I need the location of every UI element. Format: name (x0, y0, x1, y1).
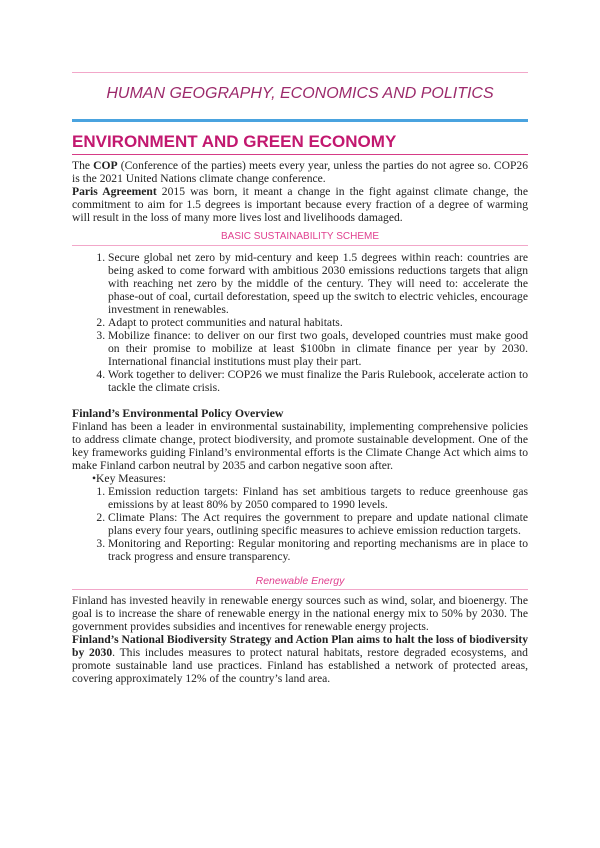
measures-list (72, 485, 528, 563)
renewable-paragraph: Finland has invested heavily in renewable energy sources such as wind, solar, and bioenergy. The goal is to increase the share of renewable energy in the national energy mix to 50% by 2030. The government provides subsidies and incentives for renewable energy projects. (72, 594, 528, 633)
cop-paragraph: The COP (Conference of the parties) meets every year, unless the parties do not agree so. COP26 is the 2021 United Nations climate change conference. (72, 159, 528, 185)
finland-paragraph: Finland has been a leader in environmental sustainability, implementing comprehensive policies to address climate change, protect biodiversity, and promote sustainable development. One of the key frameworks guiding Finland’s environmental efforts is the Climate Change Act which aims to make Finland carbon neutral by 2035 and carbon negative soon after. (72, 420, 528, 472)
biodiversity-paragraph: Finland’s National Biodiversity Strategy and Action Plan aims to halt the loss of biodiversity by 2030. This includes measures to protect natural habitats, restore degraded ecosystems, and promote sustainable land use practices. Finland has established a network of protected areas, covering approximately 12% of the country’s land area. (72, 633, 528, 685)
section-rule (72, 154, 528, 155)
section-title: ENVIRONMENT AND GREEN ECONOMY (72, 132, 397, 151)
header-divider (72, 119, 528, 122)
list-item: 1. Secure global net zero by mid-century and keep 1.5 degrees within reach: countries are being asked to come forward with ambitious 2030 emissions reductions targets that align with reaching net zero by the middle of the century. They will need to: accelerate the phase-out of coal, curtail deforestation, speed up the switch to electric vehicles, encourage investment in renewables. (108, 251, 528, 316)
list-item: 2. Climate Plans: The Act requires the government to prepare and update national climate plans every four years, outlining specific measures to achieve emission reduction targets. (108, 511, 528, 537)
list-item: 3. Monitoring and Reporting: Regular monitoring and reporting mechanisms are in place to track progress and ensure transparency. (108, 537, 528, 563)
list-item: 4. Work together to deliver: COP26 we must finalize the Paris Rulebook, accelerate action to tackle the climate crisis. (108, 368, 528, 394)
list-item: 2. Adapt to protect communities and natural habitats. (108, 316, 528, 329)
finland-title: Finland’s Environmental Policy Overview (72, 406, 284, 420)
scheme-list (72, 251, 528, 394)
header-rule (72, 72, 528, 73)
list-item: 1. Emission reduction targets: Finland has set ambitious targets to reduce greenhouse gas emissions by at least 80% by 2050 compared to 1990 levels. (108, 485, 528, 511)
document-page (72, 72, 528, 685)
scheme-title: BASIC SUSTAINABILITY SCHEME (220, 231, 379, 242)
list-item: 3. Mobilize finance: to deliver on our first two goals, developed countries must make good on their promise to mobilize at least $100bn in climate finance per year by 2030. International financial institutions must play their part. (108, 329, 528, 368)
page-header-title: HUMAN GEOGRAPHY, ECONOMICS AND POLITICS (106, 85, 494, 102)
scheme-rule (72, 245, 528, 246)
paris-paragraph: Paris Agreement 2015 was born, it meant a change in the fight against climate change, the commitment to aim for 1.5 degrees is important because every fraction of a degree of warming will result in the loss of many more lives lost and livelihoods damaged. (72, 185, 528, 224)
renewable-rule (72, 589, 528, 590)
key-measures-label: •Key Measures: (92, 472, 166, 485)
renewable-title: Renewable Energy (255, 575, 345, 587)
